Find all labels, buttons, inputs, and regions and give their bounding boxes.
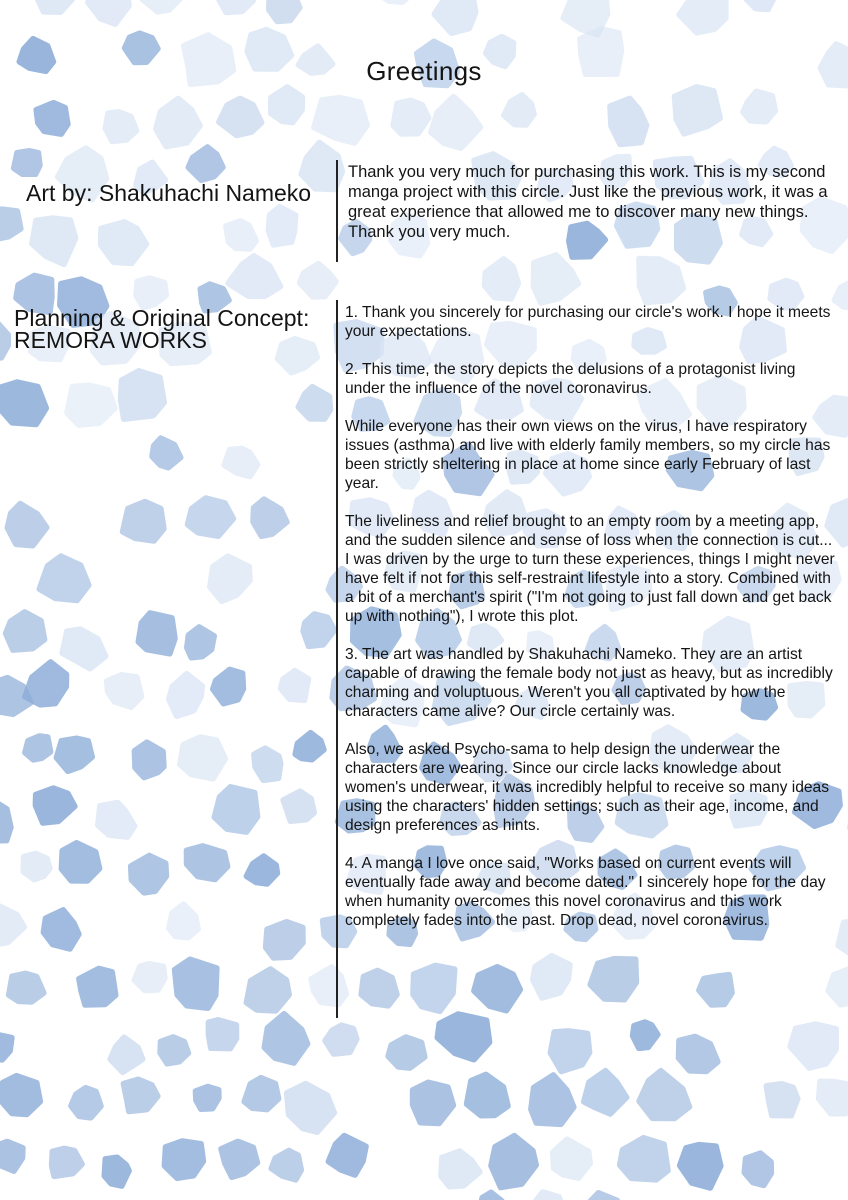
page-title: Greetings bbox=[366, 56, 482, 86]
note-paragraph: 3. The art was handled by Shakuhachi Nameko. They are an artist capable of drawing the female body not just as heavy, but as incredibly charming and voluptuous. Weren't you all captivated by how the characters came alive? Our circle certainly was. bbox=[345, 646, 833, 720]
planning-label: Planning & Original Concept: bbox=[14, 305, 310, 331]
note-paragraph: 4. A manga I love once said, "Works based on current events will eventually fade away and become dated." I sincerely hope for the day when humanity overcomes this novel coronavirus and this work completely fades into the past. Drop dead, novel coronavirus. bbox=[345, 855, 826, 929]
art-divider bbox=[336, 160, 338, 262]
note-paragraph: 1. Thank you sincerely for purchasing our circle's work. I hope it meets your expectations. bbox=[345, 304, 831, 340]
art-message: Thank you very much for purchasing this work. This is my second manga project with this circle. Just like the previous work, it was a great experience that allowed me to discover many new things. Thank you very much. bbox=[348, 163, 828, 241]
planning-credit bbox=[14, 307, 309, 351]
note-paragraph: While everyone has their own views on the virus, I have respiratory issues (asthma) and live with elderly family members, so my circle has been strictly sheltering in place at home since early February of last year. bbox=[345, 418, 831, 492]
note-paragraph: 2. This time, the story depicts the delusions of a protagonist living under the influence of the novel coronavirus. bbox=[345, 361, 796, 397]
planning-name: REMORA WORKS bbox=[14, 327, 207, 353]
art-credit: Art by: Shakuhachi Nameko bbox=[26, 180, 312, 206]
planner-notes bbox=[345, 303, 835, 949]
planner-divider bbox=[336, 300, 338, 1018]
note-paragraph: The liveliness and relief brought to an empty room by a meeting app, and the sudden silence and sense of loss when the connection is cut... I was driven by the urge to turn these experiences, things I might never have felt if not for this self-restraint lifestyle into a story. Combined with a bit of a merchant's spirit ("I'm not going to just fall down and get back up with nothing"), I wrote this plot. bbox=[345, 513, 835, 625]
note-paragraph: Also, we asked Psycho-sama to help design the underwear the characters are wearing. Since our circle lacks knowledge about women's underwear, it was incredibly helpful to receive so many ideas using the characters' hidden settings; such as their age, income, and design preferences as hints. bbox=[345, 741, 830, 834]
